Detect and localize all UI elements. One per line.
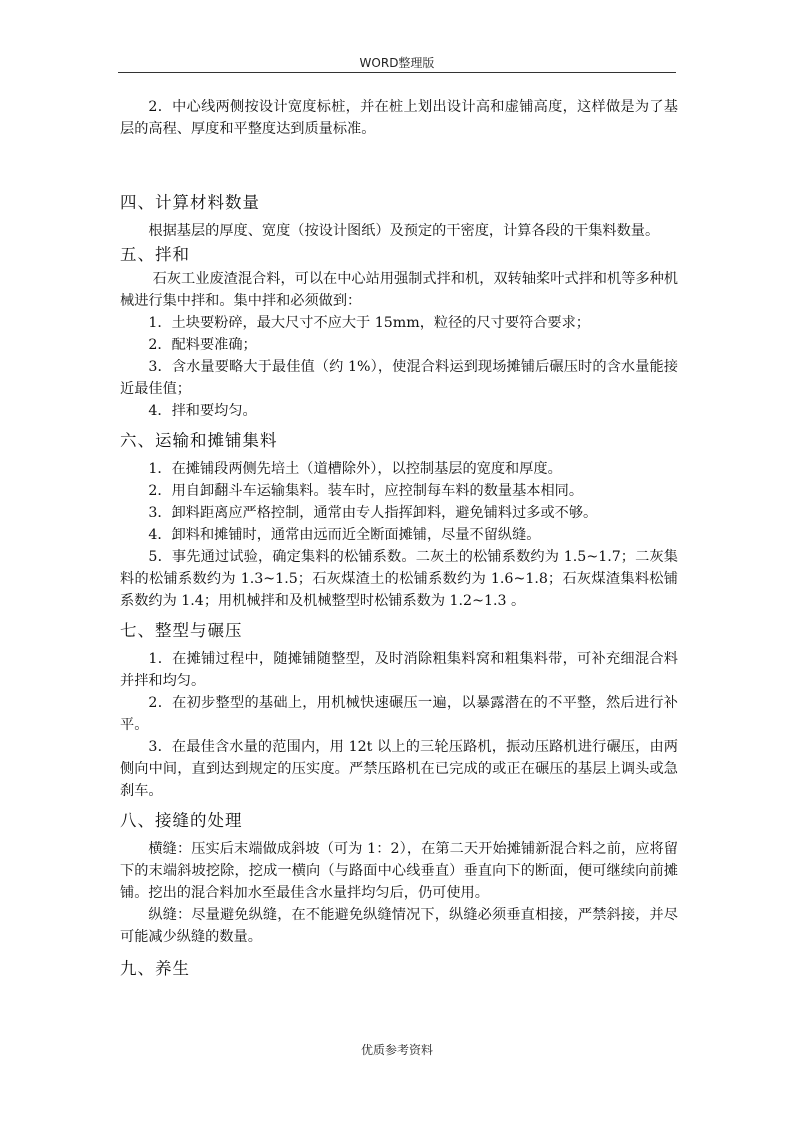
section-6-heading: 六、运输和摊铺集料 — [120, 431, 278, 450]
section-6-item: 5．事先通过试验，确定集料的松铺系数。二灰土的松铺系数约为 1.5~1.7；二灰集料的松铺系数约为 1.3~1.5；石灰煤渣土的松铺系数约为 1.6~1.8；石灰煤渣集料松铺系数约为 1.4；用机械拌和及机械整型时松铺系数为 1.2~1.3 。 — [120, 549, 678, 609]
section-4-heading: 四、计算材料数量 — [120, 193, 260, 212]
page-header: WORD整理版 — [359, 56, 435, 70]
section-8-paragraph-transverse: 横缝：压实后末端做成斜坡（可为 1：2），在第二天开始摊铺新混合料之前，应将留下的末端斜坡挖除，挖成一横向（与路面中心线垂直）垂直向下的断面，便可继续向前摊铺。挖出的混合料加水至最佳含水量拌均匀后，仍可使用。 — [120, 841, 678, 901]
section-8-paragraph-longitudinal: 纵缝：尽量避免纵缝，在不能避免纵缝情况下，纵缝必须垂直相接，严禁斜接，并尽可能减少纵缝的数量。 — [120, 907, 678, 945]
section-7-item: 1．在摊铺过程中，随摊铺随整型，及时消除粗集料窝和粗集料带，可补充细混合料并拌和均匀。 — [120, 651, 678, 689]
section-5-item: 2．配料要准确； — [148, 337, 257, 353]
document-body — [120, 96, 678, 982]
section-5-heading: 五、拌和 — [120, 245, 190, 264]
section-7-item: 2．在初步整型的基础上，用机械快速碾压一遍，以暴露潜在的不平整，然后进行补平。 — [120, 695, 678, 733]
section-5-paragraph: 石灰工业废渣混合料，可以在中心站用强制式拌和机，双转轴桨叶式拌和机等多种机械进行集中拌和。集中拌和必须做到： — [120, 271, 678, 309]
section-6-item: 2．用自卸翻斗车运输集料。装车时，应控制每车料的数量基本相同。 — [148, 483, 584, 499]
section-5-item: 4．拌和要均匀。 — [148, 403, 257, 419]
intro-paragraph: 2．中心线两侧按设计宽度标桩，并在桩上划出设计高和虚铺高度，这样做是为了基层的高程、厚度和平整度达到质量标准。 — [120, 99, 678, 137]
section-7-item: 3．在最佳含水量的范围内，用 12t 以上的三轮压路机，振动压路机进行碾压，由两侧向中间，直到达到规定的压实度。严禁压路机在已完成的或正在碾压的基层上调头或急刹车。 — [120, 739, 678, 799]
section-8-heading: 八、接缝的处理 — [120, 811, 243, 830]
section-6-item: 3．卸料距离应严格控制，通常由专人指挥卸料，避免铺料过多或不够。 — [148, 505, 598, 521]
section-6-item: 4．卸料和摊铺时，通常由远而近全断面摊铺，尽量不留纵缝。 — [148, 527, 541, 543]
section-5-item: 1．土块要粉碎，最大尺寸不应大于 15mm，粒径的尺寸要符合要求； — [148, 315, 590, 331]
section-7-heading: 七、整型与碾压 — [120, 621, 243, 640]
section-5-item: 3．含水量要略大于最佳值（约 1%），使混合料运到现场摊铺后碾压时的含水量能接近最佳值； — [120, 359, 678, 397]
page-footer: 优质参考资料 — [360, 1043, 433, 1057]
section-6-item: 1．在摊铺段两侧先培土（道槽除外），以控制基层的宽度和厚度。 — [148, 461, 562, 477]
section-9-heading: 九、养生 — [120, 959, 190, 978]
header-divider — [118, 72, 676, 73]
section-4-paragraph: 根据基层的厚度、宽度（按设计图纸）及预定的干密度，计算各段的干集料数量。 — [148, 223, 660, 239]
